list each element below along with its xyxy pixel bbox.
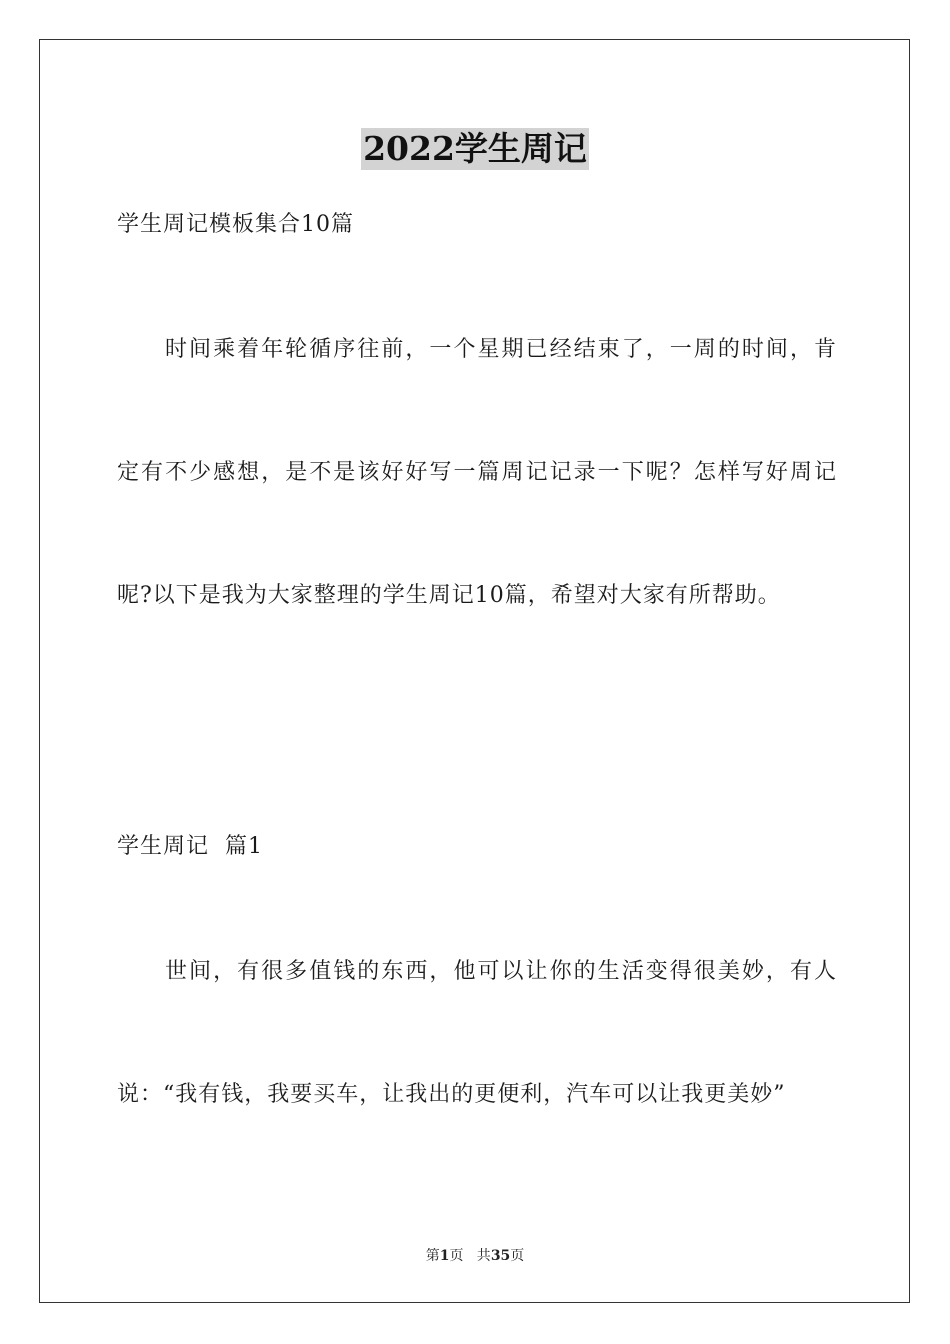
footer-mid: 页 共 <box>449 1248 491 1264</box>
intro-line-1: 时间乘着年轮循序往前，一个星期已经结束了，一周的时间，肯 <box>165 337 837 362</box>
intro-line-2: 定有不少感想，是不是该好好写一篇周记记录一下呢？怎样写好周记 <box>117 460 837 485</box>
section-line-1: 世间，有很多值钱的东西，他可以让你的生活变得很美妙，有人 <box>165 959 837 984</box>
section-heading: 学生周记 篇1 <box>117 834 263 859</box>
document-title: 2022学生周记 <box>363 129 587 168</box>
footer-suffix: 页 <box>510 1248 525 1264</box>
footer-prefix: 第 <box>425 1248 440 1264</box>
page-footer <box>0 1246 950 1266</box>
title-container <box>0 128 950 170</box>
document-subtitle: 学生周记模板集合10篇 <box>117 212 354 237</box>
intro-line-3: 呢?以下是我为大家整理的学生周记10篇，希望对大家有所帮助。 <box>117 583 781 608</box>
section-line-2: 说：“我有钱，我要买车，让我出的更便利，汽车可以让我更美妙” <box>117 1082 786 1107</box>
footer-current-page: 1 <box>439 1248 450 1264</box>
footer-total-pages: 35 <box>490 1248 511 1264</box>
